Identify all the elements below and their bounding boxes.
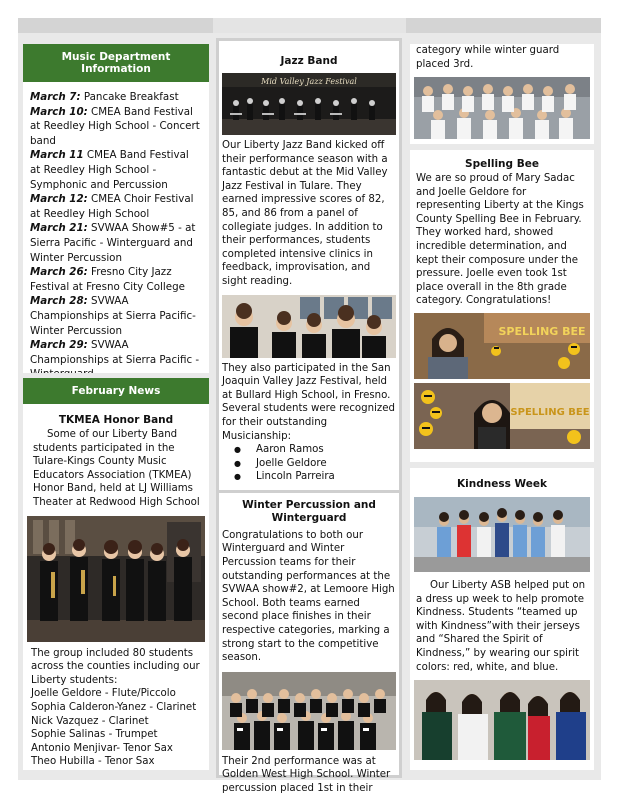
kindness-week-title: Kindness Week <box>457 478 547 490</box>
jazz-honorees-list <box>219 443 399 484</box>
schedule-date: March 10: <box>30 105 88 118</box>
jazz-band-paragraph-1: Our Liberty Jazz Band kicked off their performance season with a fantastic debut at the Mid Valley Jazz Festival in Tulare. They earned impressive scores of 82, 85, and 86 from a panel of collegiate judges. In addition to their performances, students completed intensive clinics in feedback, improvisation, and sight reading. <box>222 140 388 287</box>
honor-band-photo <box>27 516 205 642</box>
top-bar-middle <box>213 18 406 33</box>
schedule-item <box>30 265 202 294</box>
jazz-band-stage-photo <box>222 73 396 135</box>
schedule-date: March 12: <box>30 193 88 206</box>
winter-team-photo <box>222 672 396 750</box>
spelling-bee-section <box>410 150 594 449</box>
kindness-week-text: Our Liberty ASB helped put on a dress up week to help promote Kindness. Students “teamed up with Kindness”with their jerseys and “Shared the Spirit of Kindness,” by wearing our spirit colors: red, white, and blue. <box>416 580 586 673</box>
schedule-text: SVWAA Show#5 - at Sierra Pacific - Winterguard and Winter Percussion <box>30 222 196 264</box>
column-left <box>23 44 209 770</box>
column-middle <box>216 38 402 794</box>
schedule-date: March 29: <box>30 339 88 352</box>
schedule-date: March 26: <box>30 266 88 279</box>
top-bar <box>18 18 601 33</box>
winter-paragraph-continued: category while winter guard placed 3rd. <box>416 45 560 70</box>
spelling-bee-text: We are so proud of Mary Sadac and Joelle Geldore for representing Liberty at the Kings County Spelling Bee in February. They worked hard, showed incredible determination, and kept their composure under the pressure. Joelle even took 1st place overall in the 8th grade category. Congratulations! <box>416 173 584 307</box>
top-bar-left <box>18 18 213 33</box>
spelling-bee-photo-2 <box>414 383 590 449</box>
student-entry: Joelle Geldore - Flute/Piccolo <box>31 688 176 700</box>
schedule-item <box>30 294 202 338</box>
newsletter-page <box>18 18 601 794</box>
column-divider <box>219 490 399 493</box>
schedule-text: CMEA Band Festival at Reedley High School - Symphonic and Percussion <box>30 149 189 191</box>
student-entry: Sophie Salinas - Trumpet <box>31 729 158 741</box>
jazz-band-title: Jazz Band <box>280 55 338 67</box>
schedule-text: CMEA Band Festival at Reedley High School - Concert band <box>30 105 200 147</box>
honoree-item: ● Joelle Geldore <box>222 457 396 471</box>
tkmea-student-list <box>23 687 209 769</box>
schedule-item <box>30 148 202 192</box>
winter-percussion-title: Winter Percussion and Winterguard <box>242 498 376 524</box>
honoree-item: ● Lincoln Parreira <box>222 470 396 484</box>
tkmea-intro: Some of our Liberty Band students participated in the Tulare-Kings County Music Educators Association (TKMEA) Honor Band, held at LJ Williams Theater at Redwood High School <box>33 429 200 508</box>
schedule-text: CMEA Choir Festival at Reedley High School <box>30 193 194 220</box>
february-news-section <box>23 378 209 769</box>
student-entry: Antonio Menjivar- Tenor Sax <box>31 742 173 754</box>
winterguard-photo <box>414 77 590 139</box>
schedule-date: March 11 <box>30 149 84 162</box>
february-news-heading: February News <box>23 378 209 404</box>
schedule-item <box>30 105 202 149</box>
jazz-band-students-photo <box>222 295 396 358</box>
music-schedule <box>23 82 209 382</box>
kindness-week-section <box>410 468 594 760</box>
tkmea-title: TKMEA Honor Band <box>58 414 174 426</box>
schedule-date: March 21: <box>30 222 88 235</box>
schedule-date: March 7: <box>30 91 81 103</box>
schedule-item <box>30 221 202 265</box>
schedule-text: Pancake Breakfast <box>83 91 179 103</box>
column-right <box>410 44 594 770</box>
student-entry: Theo Hubilla - Tenor Sax <box>31 756 155 768</box>
honoree-item: ● Aaron Ramos <box>222 443 396 457</box>
schedule-text: SVWAA Championships at Sierra Pacific - <box>30 339 200 366</box>
student-entry: Nick Vazquez - Clarinet <box>31 715 149 727</box>
spelling-bee-title: Spelling Bee <box>465 158 539 170</box>
spelling-bee-photo-1 <box>414 313 590 379</box>
schedule-item <box>30 192 202 221</box>
schedule-item <box>30 90 202 105</box>
kindness-week-photo-2 <box>414 680 590 760</box>
schedule-text: SVWAA Championships at Sierra Pacific- Winter Percussion <box>30 295 196 337</box>
schedule-date: March 28: <box>30 295 88 308</box>
spelling-banner-text: SPELLING BEE <box>498 324 586 338</box>
jazz-band-paragraph-2: They also participated in the San Joaquin Valley Jazz Festival, held at Bullard High School, in Fresno. Several students were recognized for their outstanding Musicianship: <box>222 362 395 442</box>
top-bar-right <box>406 18 601 33</box>
music-department-heading: Music Department Information <box>23 44 209 82</box>
stage-banner-text: Mid Valley Jazz Festival <box>261 77 357 86</box>
schedule-text: Fresno City Jazz Festival at Fresno City College <box>30 266 185 293</box>
winter-paragraph-2: Their 2nd performance was at Golden West High School. Winter percussion placed 1st in their <box>222 755 391 794</box>
student-entry: Sophia Calderon-Yanez - Clarinet <box>31 701 197 713</box>
winter-paragraph-1: Congratulations to both our Winterguard and Winter Percussion teams for their outstanding performances at the SVWAA show#2, at Lemoore High School. Both teams earned second place finishes in their respective categories, marking a strong start to the competitive season. <box>222 529 395 664</box>
tkmea-students-intro: The group included 80 students across the counties including our Liberty students: <box>31 647 200 686</box>
spelling-banner-text-2: SPELLING BEE <box>510 406 590 418</box>
kindness-week-photo-1 <box>414 497 590 572</box>
